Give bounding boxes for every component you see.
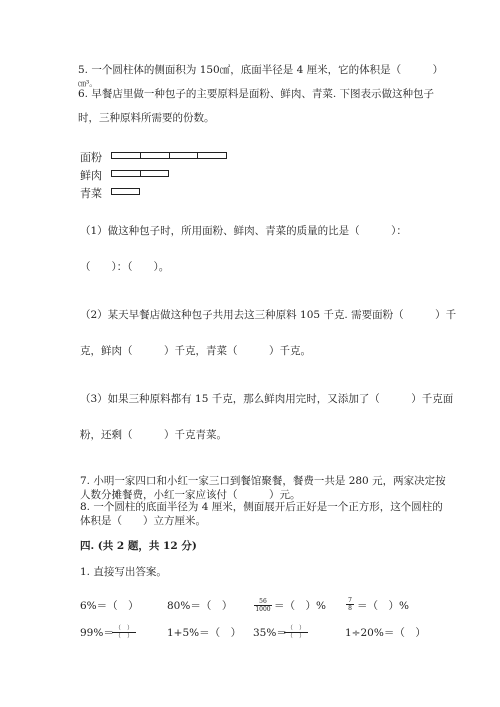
bar-segment: [170, 153, 199, 158]
bar-flour: [111, 152, 227, 159]
q6-sub3-line2: 粉，还剩（ ）千克青菜。: [80, 429, 227, 441]
calc-r2c2: 1+5%＝（ ）: [167, 627, 242, 639]
bar-segment: [112, 171, 141, 176]
bar-meat: [111, 170, 169, 177]
fraction-denominator: 8: [348, 605, 352, 612]
chart-label-meat: 鲜肉: [80, 169, 102, 182]
bar-vegetable: [111, 188, 140, 195]
bar-segment: [198, 153, 226, 158]
chart-label-vegetable: 青菜: [80, 187, 102, 200]
fraction-denominator: （ ）: [286, 633, 305, 640]
fraction-denominator: 1000: [255, 606, 271, 613]
calc-r1c2: 80%＝（ ）: [167, 600, 233, 612]
q6-line2: 时，三种原料所需要的份数。: [78, 112, 215, 124]
calc-r1c1: 6%＝（ ）: [80, 600, 139, 612]
calc-r2c1-fraction: [111, 625, 137, 640]
calc-r2c3-fraction: [283, 625, 309, 640]
fraction-numerator: （ ）: [114, 625, 133, 632]
bar-segment: [112, 189, 139, 194]
fraction-numerator: （ ）: [286, 625, 305, 632]
section4-heading: 四. (共 2 题，共 12 分): [80, 540, 197, 552]
calc-r2c1-prefix: 99%＝: [80, 627, 114, 639]
fraction-numerator: 7: [348, 597, 352, 604]
calc-r2c3-prefix: 35%＝: [253, 627, 287, 639]
fraction-denominator: （ ）: [114, 633, 133, 640]
q6-sub1-line2: （ ）：（ ）。: [80, 261, 170, 273]
bar-segment: [141, 153, 170, 158]
q8-line1: 8. 一个圆柱的底面半径为 4 厘米，侧面展开后正好是一个正方形，这个圆柱的: [80, 501, 443, 513]
q6-sub2-line2: 克，鲜肉（ ）千克，青菜（ ）千克。: [80, 345, 311, 357]
chart-label-flour: 面粉: [80, 151, 102, 164]
q7-line1: 7. 小明一家四口和小红一家三口到餐馆聚餐，餐费一共是 280 元，两家决定按: [80, 475, 446, 487]
q8-line2: 体积是（ ）立方厘米。: [80, 515, 206, 527]
fraction-numerator: 56: [259, 598, 267, 605]
q5-line1: 5. 一个圆柱体的侧面积为 150㎠，底面半径是 4 厘米，它的体积是（ ）: [78, 64, 444, 76]
q6-sub2-line1: （2）某天早餐店做这种包子共用去这三种原料 105 千克. 需要面粉（ ）千: [80, 309, 457, 321]
calc-r1c3-fraction: [253, 598, 273, 613]
bar-segment: [112, 153, 141, 158]
calc-r1c4-tail: ＝（ ）%: [357, 600, 409, 612]
calc-r1c4-fraction: [345, 597, 355, 612]
bar-segment: [141, 171, 169, 176]
q6-sub3-line1: （3）如果三种原料都有 15 千克，那么鲜肉用完时，又添加了（ ）千克面: [80, 393, 454, 405]
calc-r2c4: 1÷20%＝（ ）: [345, 627, 426, 639]
section4-q1: 1. 直接写出答案。: [80, 566, 167, 578]
calc-r1c3-tail: ＝（ ）%: [274, 600, 326, 612]
q5-line2: ㎝³。: [78, 79, 98, 88]
q7-line2: 人数分摊餐费，小红一家应该付（ ）元。: [80, 489, 301, 501]
q6-line1: 6. 早餐店里做一种包子的主要原料是面粉、鲜肉、青菜. 下图表示做这种包子: [78, 88, 435, 100]
q6-sub1-line1: （1）做这种包子时，所用面粉、鲜肉、青菜的质量的比是（ ）：: [80, 225, 407, 237]
